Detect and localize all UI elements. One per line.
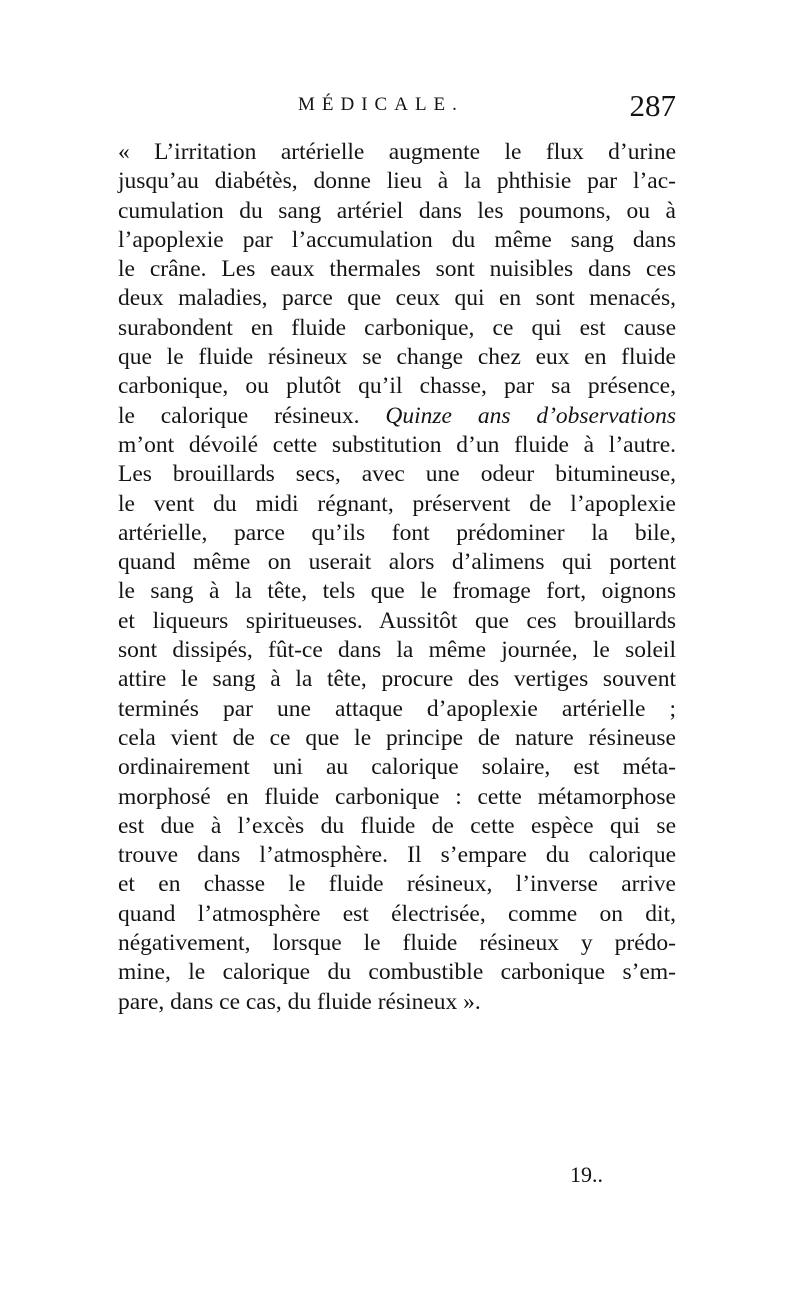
text-line: « L’irritation artérielle augmente le flux d’urine	[118, 139, 676, 165]
text-line: morphosé en fluide carbonique : cette métamorphose	[118, 783, 676, 810]
text-line: m’ont dévoilé cette substitution d’un fluide à l’autre.	[118, 431, 676, 458]
running-head	[120, 88, 680, 132]
text-line: que le fluide résineux se change chez eux en fluide	[118, 344, 676, 371]
text-line: sont dissipés, fût-ce dans la même journée, le soleil	[118, 637, 676, 664]
text-line: deux maladies, parce que ceux qui en sont menacés,	[118, 285, 676, 312]
text-line: cela vient de ce que le principe de nature résineuse	[118, 724, 676, 751]
text-line: Les brouillards secs, avec une odeur bitumineuse,	[118, 461, 676, 488]
text-line: attire le sang à la tête, procure des vertiges souvent	[118, 666, 676, 693]
text-line: quand l’atmosphère est électrisée, comme on dit,	[118, 900, 676, 927]
body-paragraph	[118, 138, 676, 1017]
text-line: quand même on userait alors d’alimens qui portent	[118, 549, 676, 576]
text-line: ordinairement uni au calorique solaire, est méta-	[118, 754, 676, 781]
text-line: carbonique, ou plutôt qu’il chasse, par sa présence,	[118, 373, 676, 400]
text-line: est due à l’excès du fluide de cette espèce qui se	[118, 812, 676, 839]
page-number: 287	[629, 88, 676, 123]
text-line: négativement, lorsque le fluide résineux y prédo-	[118, 930, 676, 957]
text-line: mine, le calorique du combustible carbonique s’em-	[118, 959, 676, 986]
text-line: et en chasse le fluide résineux, l’inverse arrive	[118, 871, 676, 898]
text-line: le sang à la tête, tels que le fromage fort, oignons	[118, 578, 676, 605]
text-line: jusqu’au diabétès, donne lieu à la phthisie par l’ac-	[118, 168, 676, 195]
text-segment: le calorique résineux.	[118, 402, 360, 429]
text-line: le crâne. Les eaux thermales sont nuisibles dans ces	[118, 256, 676, 283]
running-title: MÉDICALE.	[298, 94, 464, 115]
italic-phrase: Quinze ans d’observations	[385, 402, 676, 429]
text-line-with-italic	[118, 402, 676, 431]
text-line: cumulation du sang artériel dans les poumons, ou à	[118, 197, 676, 224]
text-line: le vent du midi régnant, préservent de l’apoplexie	[118, 490, 676, 517]
text-line: terminés par une attaque d’apoplexie artérielle ;	[118, 695, 676, 722]
text-line: l’apoplexie par l’accumulation du même sang dans	[118, 226, 676, 253]
text-line: surabondent en fluide carbonique, ce qui est cause	[118, 314, 676, 341]
text-line: et liqueurs spiritueuses. Aussitôt que ces brouillards	[118, 607, 676, 634]
text-line-final: pare, dans ce cas, du fluide résineux ».	[118, 988, 481, 1015]
signature-mark: 19..	[570, 1162, 603, 1187]
text-line: artérielle, parce qu’ils font prédominer la bile,	[118, 519, 676, 546]
text-line: trouve dans l’atmosphère. Il s’empare du calorique	[118, 842, 676, 869]
